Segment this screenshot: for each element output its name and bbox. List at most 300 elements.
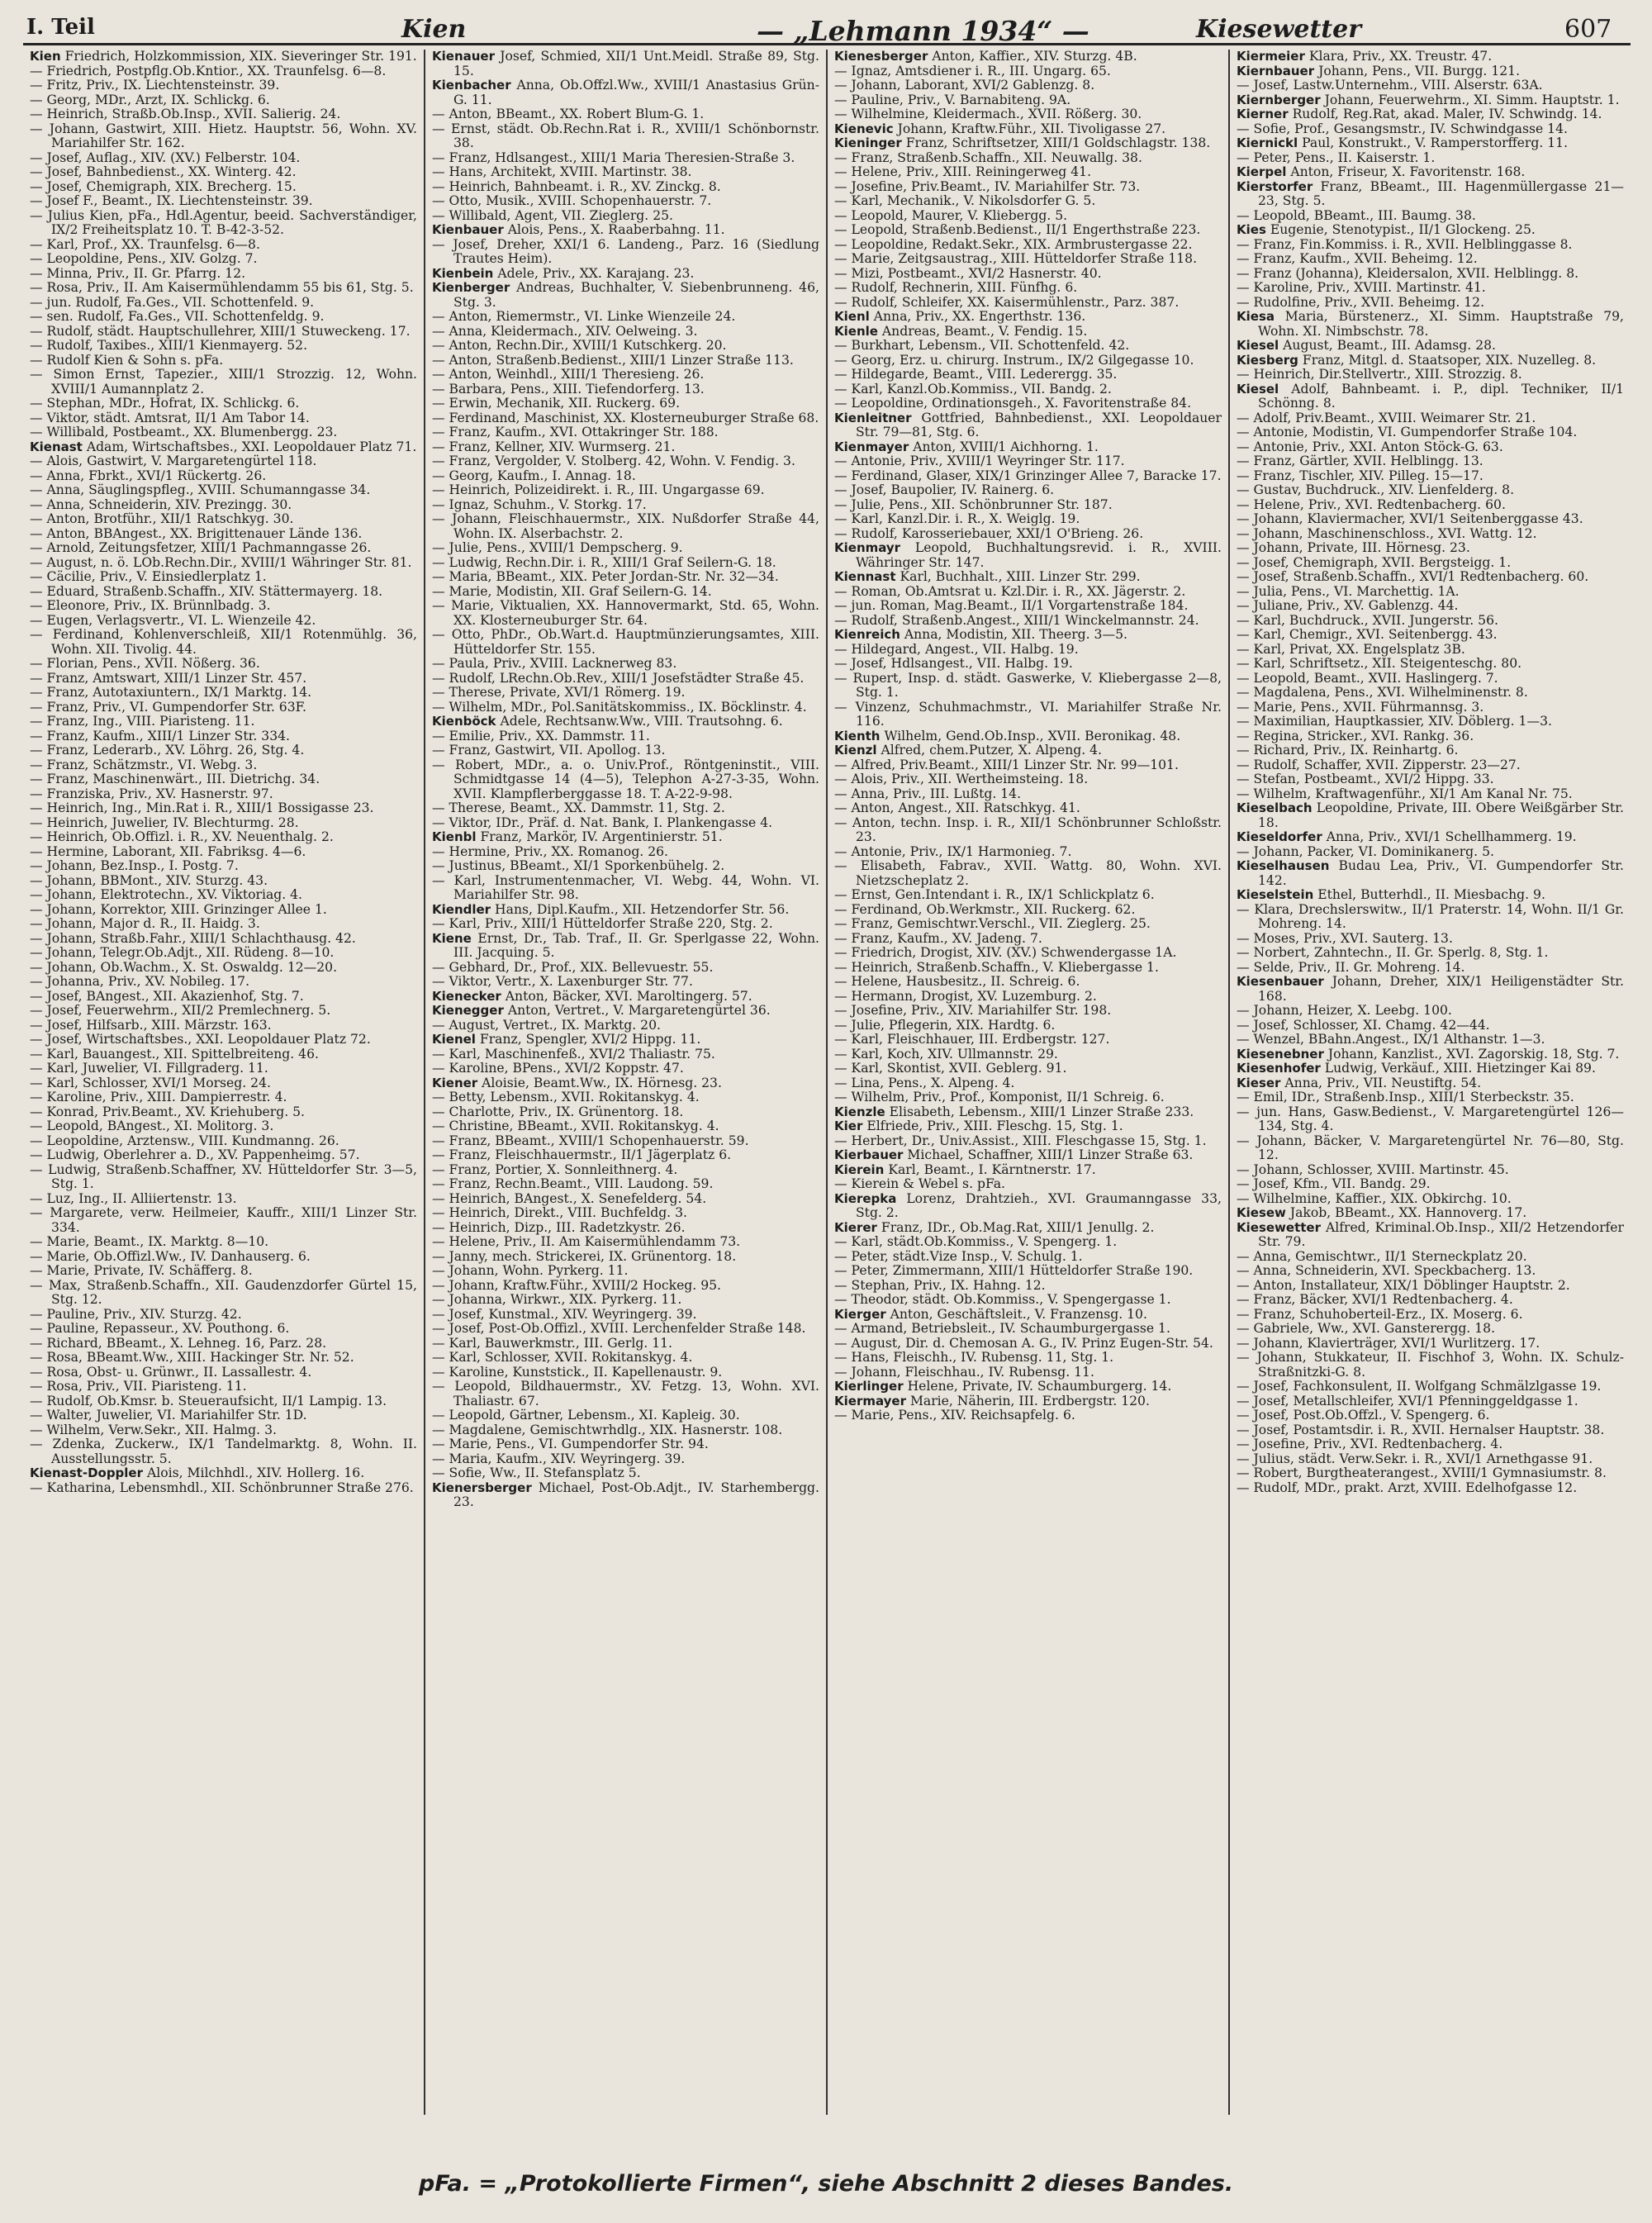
directory-entry	[1237, 78, 1624, 93]
directory-entry	[834, 1133, 1222, 1149]
directory-entry	[30, 887, 417, 903]
entry-text: — Leopold, Bildhauermstr., XV. Fetzg. 13, Wohn. XVI. Thaliastr. 67.	[432, 1379, 819, 1408]
entry-text: — Viktor, Vertr., X. Laxenburger Str. 77.	[432, 974, 693, 989]
entry-text: — Ferdinand, Ob.Werkmstr., XII. Ruckerg. 62.	[834, 901, 1136, 917]
entry-text: — Marie, Ob.Offizl.Ww., IV. Danhauserg. 6.	[30, 1248, 311, 1264]
entry-text: — Johann, Fleischhau., IV. Rubensg. 11.	[834, 1364, 1094, 1380]
entry-text: Karl, Beamt., I. Kärntnerstr. 17.	[888, 1161, 1096, 1177]
entry-surname: Kienbein	[432, 265, 494, 281]
entry-text: Alois, Pens., X. Raaberbahng. 11.	[507, 222, 725, 237]
directory-entry	[30, 815, 417, 831]
entry-text: — Leopold, Maurer, V. Kliebergg. 5.	[834, 207, 1068, 223]
entry-text: — Theodor, städt. Ob.Kommiss., V. Spengergasse 1.	[834, 1292, 1171, 1307]
entry-text: — Josef, Straßenb.Schaffn., XVI/1 Redtenbacherg. 60.	[1237, 569, 1589, 584]
directory-entry	[432, 1321, 819, 1337]
entry-text: — Josef, Wirtschaftsbes., XXI. Leopoldauer Platz 72.	[30, 1032, 371, 1047]
entry-text: — Anna, Fbrkt., XVI/1 Rückertg. 26.	[30, 468, 267, 483]
entry-surname: Kienbacher	[432, 78, 511, 93]
entry-text: — Karoline, Kunststick., II. Kapellenaustr. 9.	[432, 1364, 723, 1380]
directory-entry	[834, 352, 1222, 368]
entry-surname: Kiernbauer	[1237, 63, 1315, 78]
entry-surname: Kiesel	[1237, 381, 1279, 397]
directory-entry	[1237, 265, 1624, 282]
directory-entry	[834, 772, 1222, 787]
directory-entry	[834, 107, 1222, 122]
entry-surname: Kieseldorfer	[1237, 829, 1322, 844]
directory-entry	[834, 656, 1222, 672]
entry-text: — Josefine, Priv., XVI. Redtenbacherg. 4.	[1237, 1437, 1503, 1451]
entry-text: — Cäcilie, Priv., V. Einsiedlerplatz 1.	[30, 569, 267, 584]
entry-text: — Johann, Heizer, X. Leebg. 100.	[1237, 1003, 1452, 1018]
directory-entry	[1237, 1480, 1624, 1496]
entry-text: — Rosa, Obst- u. Grünwr., II. Lassallestr. 4.	[30, 1364, 312, 1380]
directory-entry	[432, 1408, 819, 1423]
entry-text: — Antonie, Priv., IX/1 Harmonieg. 7.	[834, 843, 1072, 859]
entry-text: Hans, Dipl.Kaufm., XII. Hetzendorfer Str. 56.	[495, 901, 790, 917]
entry-text: — Ferdinand, Maschinist, XX. Klosterneuburger Straße 68.	[432, 410, 819, 425]
entry-text: — Hildegard, Angest., VII. Halbg. 19.	[834, 641, 1079, 657]
directory-entry	[1237, 92, 1624, 108]
entry-text: Anna, Priv., XX. Engerthstr. 136.	[873, 309, 1086, 324]
directory-entry	[1237, 164, 1624, 180]
directory-entry	[30, 107, 417, 122]
directory-entry	[432, 222, 819, 238]
directory-entry	[1237, 1075, 1624, 1091]
directory-entry	[1237, 1104, 1624, 1134]
directory-entry	[1237, 1161, 1624, 1178]
directory-entry	[1237, 699, 1624, 715]
directory-entry	[30, 178, 417, 195]
directory-entry	[1237, 1205, 1624, 1221]
directory-entry	[834, 1263, 1222, 1279]
directory-entry	[432, 1364, 819, 1380]
entry-text: — Heinrich, Polizeidirekt. i. R., III. Ungargasse 69.	[432, 482, 765, 497]
entry-text: Adam, Wirtschaftsbes., XXI. Leopoldauer Platz 71.	[86, 439, 417, 454]
directory-entry	[30, 251, 417, 267]
entry-text: — Franz, Kaufm., XIII/1 Linzer Str. 334.	[30, 728, 290, 743]
column-4	[1228, 50, 1631, 2115]
directory-entry	[1237, 1393, 1624, 1409]
directory-entry	[30, 1437, 417, 1466]
directory-entry	[30, 670, 417, 686]
column-1	[23, 50, 424, 2115]
entry-text: — Klara, Drechslerswitw., II/1 Praterstr. 14, Wohn. II/1 Gr. Mohreng. 14.	[1237, 901, 1624, 931]
directory-entry	[30, 829, 417, 845]
entry-text: — Franz, Tischler, XIV. Pilleg. 15—17.	[1237, 468, 1483, 483]
entry-text: — Leopoldine, Arztensw., VIII. Kundmanng. 26.	[30, 1133, 339, 1148]
entry-surname: Kier	[834, 1119, 863, 1133]
directory-entry	[432, 265, 819, 282]
entry-text: — Willibald, Postbeamt., XX. Blumenbergg. 23.	[30, 425, 338, 439]
entry-text: Anton, Vertret., V. Margaretengürtel 36.	[507, 1003, 771, 1018]
entry-surname: Kieser	[1237, 1075, 1281, 1090]
entry-text: — August, Dir. d. Chemosan A. G., IV. Prinz Eugen-Str. 54.	[834, 1335, 1213, 1351]
directory-entry	[1237, 1335, 1624, 1351]
directory-entry	[30, 1364, 417, 1380]
entry-text: — Roman, Ob.Amtsrat u. Kzl.Dir. i. R., XX. Jägerstr. 2.	[834, 583, 1186, 599]
entry-text: — Armand, Betriebsleit., IV. Schaumburgergasse 1.	[834, 1321, 1170, 1336]
entry-text: — Ludwig, Rechn.Dir. i. R., XIII/1 Graf Seilern-G. 18.	[432, 554, 776, 570]
directory-entry	[30, 1046, 417, 1062]
directory-entry	[1237, 425, 1624, 440]
entry-text: — Karl, Prof., XX. Traunfelsg. 6—8.	[30, 236, 260, 252]
directory-entry	[30, 1075, 417, 1091]
entry-surname: Kieninger	[834, 135, 902, 150]
directory-entry	[1237, 540, 1624, 556]
entry-text: — Georg, Kaufm., I. Annag. 18.	[432, 468, 636, 483]
entry-text: — Selde, Priv., II. Gr. Mohreng. 14.	[1237, 959, 1465, 975]
directory-entry	[432, 815, 819, 831]
directory-entry	[834, 1335, 1222, 1351]
entry-text: — Ernst, Gen.Intendant i. R., IX/1 Schlickplatz 6.	[834, 887, 1155, 902]
entry-surname: Kienbauer	[432, 222, 504, 237]
entry-text: — Leopold, Beamt., XVII. Haslingerg. 7.	[1237, 670, 1498, 686]
directory-entry	[30, 1465, 417, 1481]
entry-text: — Franz (Johanna), Kleidersalon, XVII. Helblingg. 8.	[1237, 265, 1579, 281]
entry-text: — Georg, MDr., Arzt, IX. Schlickg. 6.	[30, 92, 270, 107]
directory-entry	[1237, 1306, 1624, 1323]
directory-entry	[432, 1292, 819, 1308]
entry-surname: Kiesenebner	[1237, 1046, 1324, 1062]
entry-text: — Richard, BBeamt., X. Lehneg. 16, Parz. 28.	[30, 1335, 327, 1351]
entry-text: — Eduard, Straßenb.Schaffn., XIV. Stättermayerg. 18.	[30, 583, 383, 599]
entry-text: — Helene, Priv., II. Am Kaisermühlendamm 73.	[432, 1234, 741, 1249]
entry-text: Johann, Dreher, XIX/1 Heiligenstädter Str. 168.	[1258, 974, 1624, 1004]
directory-entry	[834, 1090, 1222, 1105]
directory-entry	[834, 207, 1222, 224]
entry-text: — Josef, Post-Ob.Offizl., XVIII. Lerchenfelder Straße 148.	[432, 1321, 806, 1336]
directory-entry	[30, 1161, 417, 1192]
directory-entry	[1237, 627, 1624, 643]
entry-text: — Konrad, Priv.Beamt., XV. Kriehuberg. 5.	[30, 1104, 306, 1119]
directory-entry	[432, 439, 819, 455]
directory-entry	[1237, 930, 1624, 947]
entry-text: — Josef, Dreher, XXI/1 6. Landeng., Parz. 16 (Siedlung Trautes Heim).	[432, 236, 819, 266]
entry-text: — Pauline, Priv., XIV. Sturzg. 42.	[30, 1306, 242, 1322]
entry-text: — Elisabeth, Fabrav., XVII. Wattg. 80, Wohn. XVI. Nietzscheplatz 2.	[834, 858, 1222, 888]
entry-text: Josef, Schmied, XII/1 Unt.Meidl. Straße 89, Stg. 15.	[453, 50, 819, 78]
directory-entry	[834, 178, 1222, 195]
directory-entry	[30, 1104, 417, 1120]
entry-text: — Heinrich, Straßenb.Schaffn., V. Kliebergasse 1.	[834, 959, 1159, 975]
section-label: I. Teil	[26, 15, 95, 40]
entry-surname: Kies	[1237, 222, 1266, 237]
directory-entry	[834, 1032, 1222, 1047]
directory-entry	[834, 916, 1222, 932]
entry-text: August, Beamt., III. Adamsg. 28.	[1283, 338, 1496, 353]
entry-text: — Leopoldine, Pens., XIV. Golzg. 7.	[30, 251, 258, 266]
directory-entry	[834, 1190, 1222, 1221]
entry-text: — Stefan, Postbeamt., XVI/2 Hippg. 33.	[1237, 772, 1494, 786]
entry-text: — Julia, Pens., VI. Marchettig. 1A.	[1237, 583, 1460, 599]
entry-text: — Therese, Private, XVI/1 Römerg. 19.	[432, 685, 686, 700]
directory-entry	[1237, 786, 1624, 802]
entry-text: — Ludwig, Oberlehrer a. D., XV. Pappenheimg. 57.	[30, 1147, 360, 1162]
directory-entry	[30, 757, 417, 773]
last-entry-word: Kiesewetter	[1196, 15, 1362, 44]
entry-text: — Florian, Pens., XVII. Nößerg. 36.	[30, 656, 260, 671]
entry-text: Adele, Priv., XX. Karajang. 23.	[497, 265, 695, 281]
entry-text: — Hildegarde, Beamt., VIII. Lederergg. 35.	[834, 367, 1118, 382]
entry-text: — jun. Hans, Gasw.Bedienst., V. Margaretengürtel 126—134, Stg. 4.	[1237, 1104, 1624, 1133]
entry-text: — Kierein & Webel s. pFa.	[834, 1176, 1005, 1191]
entry-text: — Karl, Juwelier, VI. Fillgraderg. 11.	[30, 1061, 268, 1076]
entry-text: — Paula, Priv., XVIII. Lacknerweg 83.	[432, 656, 677, 671]
directory-entry	[834, 1176, 1222, 1192]
directory-entry	[432, 916, 819, 932]
entry-text: — Rupert, Insp. d. städt. Gaswerke, V. Kliebergasse 2—8, Stg. 1.	[834, 670, 1222, 700]
directory-entry	[834, 1046, 1222, 1062]
entry-text: — Leopold, BAngest., XI. Molitorg. 3.	[30, 1119, 274, 1133]
directory-entry	[834, 757, 1222, 773]
entry-text: — Karl, städt.Ob.Kommiss., V. Spengerg. 1.	[834, 1234, 1118, 1249]
entry-text: — Josef F., Beamt., IX. Liechtensteinstr. 39.	[30, 193, 313, 208]
entry-text: — Heinrich, Ing., Min.Rat i. R., XIII/1 Bossigasse 23.	[30, 800, 374, 815]
directory-entry	[30, 743, 417, 758]
directory-entry	[30, 511, 417, 527]
entry-text: — Julius, städt. Verw.Sekr. i. R., XVI/1 Arnethgasse 91.	[1237, 1451, 1593, 1466]
entry-text: — Johann, Major d. R., II. Haidg. 3.	[30, 916, 260, 931]
directory-entry	[30, 1379, 417, 1394]
directory-entry	[834, 1003, 1222, 1019]
entry-text: — Margarete, verw. Heilmeier, Kauffr., XIII/1 Linzer Str. 334.	[30, 1205, 417, 1235]
entry-text: — Rudolf, Rechnerin, XIII. Fünfhg. 6.	[834, 280, 1078, 295]
entry-text: — Stephan, Priv., IX. Hahng. 12.	[834, 1277, 1046, 1293]
directory-entry	[30, 164, 417, 180]
entry-text: — Rudolfine, Priv., XVII. Beheimg. 12.	[1237, 294, 1485, 310]
directory-entry	[1237, 50, 1624, 64]
directory-entry	[1237, 1061, 1624, 1076]
entry-surname: Kienast	[30, 439, 83, 454]
entry-text: — Karl, Skontist, XVII. Geblerg. 91.	[834, 1061, 1067, 1076]
directory-entry	[432, 1219, 819, 1236]
entry-surname: Kienel	[432, 1032, 476, 1047]
directory-entry	[834, 338, 1222, 354]
entry-surname: Kierepka	[834, 1190, 897, 1206]
directory-entry	[30, 1306, 417, 1323]
entry-text: — Alois, Gastwirt, V. Margaretengürtel 118.	[30, 454, 317, 468]
first-entry-word: Kien	[401, 15, 467, 44]
directory-entry	[1237, 222, 1624, 238]
entry-surname: Kiendler	[432, 901, 491, 917]
entry-text: — Franz, Autotaxiuntern., IX/1 Marktg. 14.	[30, 685, 312, 700]
directory-entry	[432, 121, 819, 151]
entry-text: — Rudolf, Straßenb.Angest., XIII/1 Winckelmannstr. 24.	[834, 612, 1199, 628]
directory-entry	[432, 540, 819, 556]
directory-entry	[1237, 468, 1624, 484]
directory-entry	[834, 236, 1222, 253]
entry-text: — Anton, Rechn.Dir., XVIII/1 Kutschkerg. 20.	[432, 338, 727, 353]
directory-entry	[1237, 280, 1624, 296]
directory-entry	[834, 135, 1222, 151]
entry-text: — Josef, Kfm., VII. Bandg. 29.	[1237, 1176, 1431, 1191]
directory-entry	[1237, 772, 1624, 787]
directory-entry	[834, 1017, 1222, 1033]
directory-entry	[30, 496, 417, 513]
entry-text: — Franz, Kaufm., XVI. Ottakringer Str. 188.	[432, 425, 719, 439]
directory-entry	[1237, 1379, 1624, 1394]
entry-text: — Franz, Portier, X. Sonnleithnerg. 4.	[432, 1161, 678, 1177]
entry-text: Johann, Kraftw.Führ., XII. Tivoligasse 27.	[897, 121, 1166, 136]
directory-entry	[432, 1205, 819, 1221]
entry-text: — Johann, Korrektor, XIII. Grinzinger Allee 1.	[30, 901, 327, 917]
entry-text: — Marie, Beamt., IX. Marktg. 8—10.	[30, 1234, 269, 1249]
entry-text: — Karl, Koch, XIV. Ullmannstr. 29.	[834, 1046, 1058, 1062]
entry-text: — Ignaz, Schuhm., V. Storkg. 17.	[432, 496, 647, 512]
entry-surname: Kienth	[834, 728, 881, 743]
directory-entry	[30, 425, 417, 440]
directory-entry	[30, 598, 417, 614]
directory-entry	[30, 1190, 417, 1207]
entry-text: Budau Lea, Priv., VI. Gumpendorfer Str. 142.	[1258, 858, 1624, 888]
entry-surname: Kiener	[432, 1075, 478, 1090]
entry-text: Franz, IDr., Ob.Mag.Rat, XIII/1 Jenullg. 2.	[881, 1219, 1155, 1235]
directory-entry	[30, 612, 417, 629]
entry-surname: Kiesa	[1237, 309, 1275, 324]
entry-text: — Marie, Zeitgsaustrag., XIII. Hütteldorfer Straße 118.	[834, 251, 1198, 266]
directory-entry	[30, 1408, 417, 1423]
directory-entry	[834, 1408, 1222, 1423]
entry-text: Gottfried, Bahnbedienst., XXI. Leopoldauer Str. 79—81, Stg. 6.	[856, 410, 1222, 439]
entry-text: — Heinrich, Dizp., III. Radetzkystr. 26.	[432, 1219, 686, 1235]
entry-text: Anna, Priv., XVI/1 Schellhammerg. 19.	[1326, 829, 1577, 844]
entry-surname: Kiermeier	[1237, 50, 1305, 64]
directory-entry	[432, 1003, 819, 1019]
entry-text: — Anna, Schneiderin, XIV. Prezingg. 30.	[30, 496, 292, 512]
directory-entry	[1237, 236, 1624, 253]
directory-entry	[834, 786, 1222, 802]
entry-text: Anna, Ob.Offzl.Ww., XVIII/1 Anastasius Grün-G. 11.	[453, 78, 819, 107]
entry-text: — Arnold, Zeitungsfetzer, XIII/1 Pachmanngasse 26.	[30, 540, 372, 555]
directory-entry	[30, 396, 417, 411]
directory-entry	[30, 265, 417, 282]
entry-text: — Karl, Kanzl.Ob.Kommiss., VII. Bandg. 2.	[834, 381, 1112, 397]
directory-entry	[1237, 439, 1624, 455]
directory-entry	[432, 1335, 819, 1351]
entry-text: — Josef, Postamtsdir. i. R., XVII. Hernalser Hauptstr. 38.	[1237, 1422, 1605, 1437]
entry-text: — Pauline, Priv., V. Barnabiteng. 9A.	[834, 92, 1071, 107]
directory-entry	[1237, 1219, 1624, 1250]
entry-text: — Leopold, Gärtner, Lebensm., XI. Kapleig. 30.	[432, 1408, 740, 1423]
entry-text: — Josef, Bahnbedienst., XX. Winterg. 42.	[30, 164, 297, 179]
directory-entry	[1237, 843, 1624, 860]
entry-text: — Julie, Pflegerin, XIX. Hardtg. 6.	[834, 1017, 1056, 1033]
entry-surname: Kieselstein	[1237, 887, 1314, 902]
directory-entry	[834, 525, 1222, 542]
entry-surname: Kienzl	[834, 743, 877, 758]
directory-entry	[432, 309, 819, 325]
entry-text: — Heinrich, Straßb.Ob.Insp., XVII. Salierig. 24.	[30, 107, 341, 121]
entry-text: Leopold, Buchhaltungsrevid. i. R., XVIII. Währinger Str. 147.	[856, 540, 1222, 570]
directory-entry	[834, 858, 1222, 888]
directory-entry	[1237, 945, 1624, 961]
entry-text: Aloisie, Beamt.Ww., IX. Hörnesg. 23.	[482, 1075, 722, 1090]
entry-text: — Rudolf, städt. Hauptschullehrer, XIII/1 Stuweckeng. 17.	[30, 323, 411, 339]
entry-text: — Rudolf, Schleifer, XX. Kaisermühlenstr., Parz. 387.	[834, 294, 1180, 310]
directory-entry	[432, 1190, 819, 1207]
entry-text: — Antonie, Modistin, VI. Gumpendorfer Straße 104.	[1237, 425, 1578, 439]
entry-text: — Emil, IDr., Straßenb.Insp., XIII/1 Sterbeckstr. 35.	[1237, 1090, 1574, 1104]
directory-entry	[30, 121, 417, 151]
entry-text: — Magdalena, Pens., XVI. Wilhelminenstr. 8.	[1237, 685, 1528, 700]
directory-entry	[834, 280, 1222, 296]
entry-text: — Marie, Viktualien, XX. Hannovermarkt, Std. 65, Wohn. XX. Klosterneuburger Str. 64.	[432, 598, 819, 628]
directory-entry	[432, 1451, 819, 1467]
directory-entry	[30, 786, 417, 802]
entry-text: Marie, Näherin, III. Erdbergstr. 120.	[909, 1393, 1150, 1408]
directory-entry	[834, 50, 1222, 64]
directory-entry	[432, 1119, 819, 1134]
entry-text: — Anton, BBAngest., XX. Brigittenauer Lände 136.	[30, 525, 363, 541]
entry-text: Friedrich, Holzkommission, XIX. Sieveringer Str. 191.	[64, 50, 417, 64]
entry-text: — Josef, Hdlsangest., VII. Halbg. 19.	[834, 656, 1073, 671]
entry-text: — Leopold, BBeamt., III. Baumg. 38.	[1237, 207, 1476, 223]
entry-text: — Josef, Chemigraph, XVII. Bergsteigg. 1.	[1237, 554, 1512, 570]
directory-entry	[30, 63, 417, 79]
entry-text: — Franz, Kaufm., XVII. Beheimg. 12.	[1237, 251, 1478, 266]
entry-text: — Karl, Priv., XIII/1 Hütteldorfer Straße 220, Stg. 2.	[432, 916, 773, 931]
directory-entry	[834, 1061, 1222, 1076]
directory-entry	[1237, 1465, 1624, 1481]
entry-surname: Kienreich	[834, 627, 900, 642]
entry-text: — Gabriele, Ww., XVI. Gansterergg. 18.	[1237, 1321, 1496, 1336]
directory-entry	[834, 294, 1222, 311]
directory-entry	[432, 1176, 819, 1192]
entry-text: — Johann, Laborant, XVI/2 Gablenzg. 8.	[834, 78, 1095, 93]
entry-text: — Anna, Priv., III. Lußtg. 14.	[834, 786, 1022, 801]
directory-entry	[30, 901, 417, 918]
directory-entry	[1237, 743, 1624, 758]
directory-entry	[834, 1234, 1222, 1250]
directory-entry	[834, 583, 1222, 600]
entry-text: — Betty, Lebensm., XVII. Rokitanskyg. 4.	[432, 1090, 700, 1104]
directory-entry	[30, 627, 417, 657]
directory-entry	[432, 482, 819, 498]
entry-text: — Maria, Kaufm., XIV. Weyringerg. 39.	[432, 1451, 686, 1466]
entry-text: — Karl, Schlosser, XVII. Rokitanskyg. 4.	[432, 1350, 693, 1365]
directory-entry	[834, 193, 1222, 209]
entry-text: — Minna, Priv., II. Gr. Pfarrg. 12.	[30, 265, 246, 281]
entry-text: — Franz, Hdlsangest., XIII/1 Maria Theresien-Straße 3.	[432, 150, 795, 165]
entry-text: — Therese, Beamt., XX. Dammstr. 11, Stg. 2.	[432, 800, 725, 815]
entry-text: — Josef, Chemigraph, XIX. Brecherg. 15.	[30, 178, 297, 194]
directory-entry	[432, 496, 819, 513]
directory-entry	[432, 554, 819, 571]
directory-entry	[1237, 1277, 1624, 1294]
directory-entry	[1237, 121, 1624, 137]
directory-entry	[30, 1422, 417, 1438]
entry-text: Franz, Spengler, XVI/2 Hippg. 11.	[479, 1032, 701, 1047]
entry-text: — August, Vertret., IX. Marktg. 20.	[432, 1017, 661, 1033]
entry-text: — Norbert, Zahntechn., II. Gr. Sperlg. 8, Stg. 1.	[1237, 945, 1549, 960]
directory-entry	[30, 1248, 417, 1265]
directory-entry	[834, 92, 1222, 108]
entry-text: — Rudolf, Taxibes., XIII/1 Kienmayerg. 52.	[30, 338, 308, 353]
entry-text: — Ferdinand, Kohlenverschleiß, XII/1 Rotenmühlg. 36, Wohn. XII. Tivolig. 44.	[30, 627, 417, 657]
entry-text: — Johann, Klaviermacher, XVI/1 Seitenberggasse 43.	[1237, 511, 1583, 526]
directory-entry	[1237, 1003, 1624, 1019]
directory-entry	[834, 1104, 1222, 1120]
directory-entry	[1237, 1032, 1624, 1047]
directory-entry	[432, 1465, 819, 1481]
entry-text: — Wilhelm, Kraftwagenführ., XI/1 Am Kanal Nr. 75.	[1237, 786, 1573, 801]
directory-entry	[30, 959, 417, 976]
entry-text: — Hermine, Priv., XX. Romanog. 26.	[432, 843, 669, 859]
entry-text: — Georg, Erz. u. chirurg. Instrum., IX/2 Gilgegasse 10.	[834, 352, 1194, 368]
directory-entry	[1237, 1090, 1624, 1105]
entry-text: — Josef, Baupolier, IV. Rainerg. 6.	[834, 482, 1055, 497]
entry-text: — Friedrich, Postpflg.Ob.Kntior., XX. Traunfelsg. 6—8.	[30, 63, 387, 78]
